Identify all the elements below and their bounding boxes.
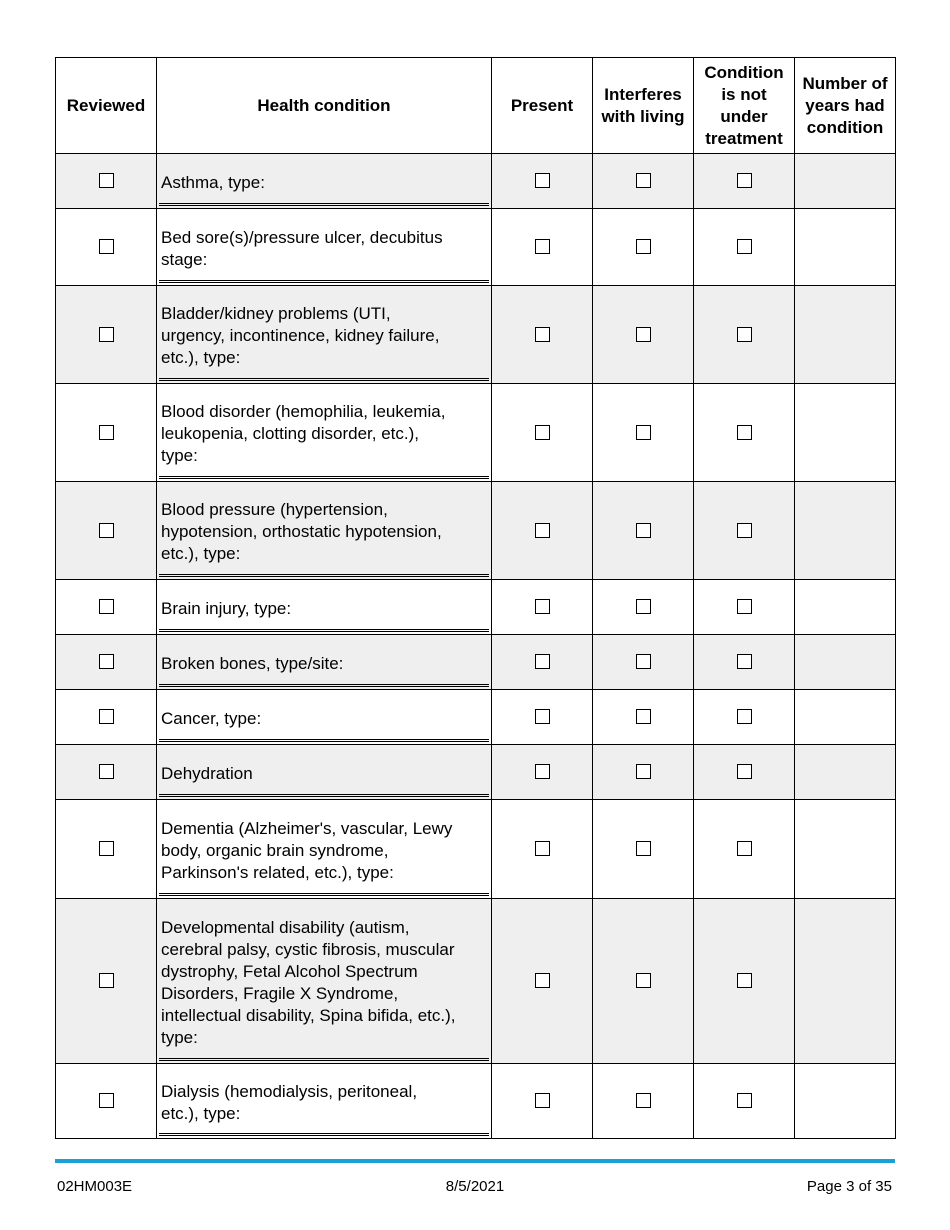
not-under-treatment-cell [694, 286, 795, 384]
years-had-condition-field[interactable] [795, 286, 896, 384]
not-under-treatment-checkbox[interactable] [737, 599, 752, 614]
health-condition-text: urgency, incontinence, kidney failure, [161, 326, 440, 345]
interferes-with-living-cell [593, 635, 694, 690]
present-cell [492, 635, 593, 690]
not-under-treatment-checkbox[interactable] [737, 173, 752, 188]
reviewed-checkbox[interactable] [99, 599, 114, 614]
header-interferes [593, 58, 694, 154]
not-under-treatment-checkbox[interactable] [737, 523, 752, 538]
interferes-with-living-checkbox[interactable] [636, 599, 651, 614]
condition-entry-line [159, 739, 489, 742]
health-condition-text: leukopenia, clotting disorder, etc.), [161, 424, 419, 443]
condition-entry-line [159, 1133, 489, 1136]
years-had-condition-field[interactable] [795, 482, 896, 580]
not-under-treatment-cell [694, 635, 795, 690]
interferes-with-living-cell [593, 580, 694, 635]
interferes-with-living-checkbox[interactable] [636, 764, 651, 779]
condition-entry-line [159, 574, 489, 577]
present-checkbox[interactable] [535, 654, 550, 669]
present-checkbox[interactable] [535, 239, 550, 254]
health-condition-text: etc.), type: [161, 348, 241, 367]
header-not-treated-line3: under [720, 106, 768, 126]
health-condition-text: etc.), type: [161, 544, 241, 563]
header-interferes-line1: Interferes [604, 84, 682, 104]
footer-date: 8/5/2021 [445, 1178, 505, 1195]
not-under-treatment-cell [694, 690, 795, 745]
health-condition-text: Broken bones, type/site: [161, 653, 344, 673]
health-conditions-table [55, 57, 896, 1139]
years-had-condition-field[interactable] [795, 209, 896, 286]
health-condition-text: Blood pressure (hypertension, [161, 500, 388, 519]
reviewed-checkbox[interactable] [99, 425, 114, 440]
present-cell [492, 154, 593, 209]
not-under-treatment-checkbox[interactable] [737, 654, 752, 669]
reviewed-checkbox[interactable] [99, 709, 114, 724]
interferes-with-living-cell [593, 286, 694, 384]
health-condition-text: Bed sore(s)/pressure ulcer, decubitus [161, 227, 443, 247]
reviewed-cell [56, 635, 157, 690]
health-condition-cell[interactable] [157, 1064, 492, 1139]
reviewed-checkbox[interactable] [99, 523, 114, 538]
health-condition-cell[interactable] [157, 800, 492, 899]
interferes-with-living-checkbox[interactable] [636, 327, 651, 342]
health-condition-label [157, 1078, 491, 1125]
table-row [56, 635, 896, 690]
health-condition-label [157, 914, 491, 1049]
years-had-condition-field[interactable] [795, 745, 896, 800]
interferes-with-living-cell [593, 899, 694, 1064]
health-condition-text: Cancer, type: [161, 708, 262, 728]
present-checkbox[interactable] [535, 425, 550, 440]
table-row [56, 800, 896, 899]
health-condition-text: hypotension, orthostatic hypotension, [161, 522, 442, 541]
condition-entry-line [159, 794, 489, 797]
present-cell [492, 384, 593, 482]
header-not-treated-line4: treatment [705, 128, 783, 148]
health-condition-text: stage: [161, 249, 208, 269]
condition-entry-line [159, 684, 489, 687]
not-under-treatment-cell [694, 580, 795, 635]
health-condition-label [157, 300, 491, 369]
health-condition-cell[interactable] [157, 384, 492, 482]
not-under-treatment-checkbox[interactable] [737, 764, 752, 779]
present-checkbox[interactable] [535, 599, 550, 614]
reviewed-checkbox[interactable] [99, 841, 114, 856]
table-row [56, 1064, 896, 1139]
present-cell [492, 1064, 593, 1139]
reviewed-checkbox[interactable] [99, 973, 114, 988]
health-condition-text: Developmental disability (autism, [161, 917, 410, 937]
present-checkbox[interactable] [535, 1093, 550, 1108]
present-cell [492, 745, 593, 800]
interferes-with-living-checkbox[interactable] [636, 1093, 651, 1108]
not-under-treatment-cell [694, 800, 795, 899]
health-condition-label [157, 650, 491, 675]
years-had-condition-field[interactable] [795, 899, 896, 1064]
present-checkbox[interactable] [535, 973, 550, 988]
interferes-with-living-cell [593, 1064, 694, 1139]
present-cell [492, 899, 593, 1064]
present-checkbox[interactable] [535, 709, 550, 724]
interferes-with-living-cell [593, 154, 694, 209]
present-checkbox[interactable] [535, 173, 550, 188]
not-under-treatment-cell [694, 899, 795, 1064]
interferes-with-living-checkbox[interactable] [636, 841, 651, 856]
reviewed-checkbox[interactable] [99, 654, 114, 669]
table-row [56, 745, 896, 800]
health-condition-label [157, 496, 491, 565]
footer-page-number: Page 3 of 35 [806, 1178, 892, 1195]
reviewed-checkbox[interactable] [99, 239, 114, 254]
footer-form-id: 02HM003E [57, 1178, 133, 1195]
present-cell [492, 482, 593, 580]
table-row [56, 154, 896, 209]
interferes-with-living-checkbox[interactable] [636, 425, 651, 440]
health-condition-text: Dementia (Alzheimer's, vascular, Lewy [161, 818, 453, 838]
health-condition-cell[interactable] [157, 635, 492, 690]
health-condition-text: Disorders, Fragile X Syndrome, [161, 983, 399, 1003]
health-condition-label [157, 169, 491, 194]
reviewed-cell [56, 482, 157, 580]
reviewed-cell [56, 286, 157, 384]
header-not-under-treatment [694, 58, 795, 154]
health-condition-cell[interactable] [157, 580, 492, 635]
reviewed-cell [56, 154, 157, 209]
condition-entry-line [159, 280, 489, 283]
interferes-with-living-cell [593, 209, 694, 286]
health-condition-text: etc.), type: [161, 1103, 241, 1123]
health-condition-text: Blood disorder (hemophilia, leukemia, [161, 402, 446, 421]
reviewed-cell [56, 384, 157, 482]
conditions-body [56, 154, 896, 1139]
present-checkbox[interactable] [535, 523, 550, 538]
reviewed-cell [56, 745, 157, 800]
health-condition-text: Brain injury, type: [161, 598, 292, 618]
not-under-treatment-checkbox[interactable] [737, 973, 752, 988]
header-health-condition-label: Health condition [257, 95, 391, 115]
table-row [56, 209, 896, 286]
reviewed-cell [56, 1064, 157, 1139]
not-under-treatment-checkbox[interactable] [737, 239, 752, 254]
condition-entry-line [159, 203, 489, 206]
table-row [56, 899, 896, 1064]
header-health-condition [157, 58, 492, 154]
reviewed-cell [56, 899, 157, 1064]
health-condition-cell[interactable] [157, 899, 492, 1064]
years-had-condition-field[interactable] [795, 580, 896, 635]
years-had-condition-field[interactable] [795, 635, 896, 690]
years-had-condition-field[interactable] [795, 384, 896, 482]
health-condition-label [157, 760, 491, 785]
header-years-line3: condition [806, 117, 884, 137]
not-under-treatment-cell [694, 482, 795, 580]
header-row [56, 58, 896, 154]
not-under-treatment-checkbox[interactable] [737, 709, 752, 724]
interferes-with-living-checkbox[interactable] [636, 709, 651, 724]
health-condition-label [157, 398, 491, 467]
table-row [56, 482, 896, 580]
not-under-treatment-cell [694, 209, 795, 286]
years-had-condition-field[interactable] [795, 690, 896, 745]
reviewed-cell [56, 580, 157, 635]
present-checkbox[interactable] [535, 327, 550, 342]
header-reviewed-label: Reviewed [66, 95, 146, 115]
present-cell [492, 800, 593, 899]
reviewed-checkbox[interactable] [99, 1093, 114, 1108]
health-condition-text: type: [161, 1027, 198, 1047]
years-had-condition-field[interactable] [795, 154, 896, 209]
header-not-treated-line2: is not [721, 84, 767, 104]
condition-entry-line [159, 378, 489, 381]
health-condition-label [157, 705, 491, 730]
interferes-with-living-checkbox[interactable] [636, 523, 651, 538]
health-condition-text: Dialysis (hemodialysis, peritoneal, [161, 1081, 418, 1101]
health-condition-text: Dehydration [161, 763, 253, 783]
reviewed-checkbox[interactable] [99, 764, 114, 779]
not-under-treatment-checkbox[interactable] [737, 425, 752, 440]
interferes-with-living-checkbox[interactable] [636, 173, 651, 188]
not-under-treatment-cell [694, 1064, 795, 1139]
present-checkbox[interactable] [535, 841, 550, 856]
health-condition-cell[interactable] [157, 209, 492, 286]
health-condition-text: intellectual disability, Spina bifida, etc.), [161, 1005, 456, 1025]
reviewed-cell [56, 690, 157, 745]
interferes-with-living-cell [593, 690, 694, 745]
not-under-treatment-checkbox[interactable] [737, 327, 752, 342]
health-condition-text: cerebral palsy, cystic fibrosis, muscular [161, 939, 455, 959]
table-row [56, 580, 896, 635]
reviewed-checkbox[interactable] [99, 173, 114, 188]
interferes-with-living-cell [593, 800, 694, 899]
header-years-line2: years had [805, 95, 885, 115]
health-condition-label [157, 224, 491, 271]
header-present [492, 58, 593, 154]
health-condition-label [157, 815, 491, 884]
interferes-with-living-checkbox[interactable] [636, 654, 651, 669]
reviewed-cell [56, 800, 157, 899]
table-row [56, 690, 896, 745]
header-interferes-line2: with living [601, 106, 685, 126]
health-condition-cell[interactable] [157, 286, 492, 384]
health-condition-text: type: [161, 446, 198, 465]
table-row [56, 286, 896, 384]
not-under-treatment-checkbox[interactable] [737, 841, 752, 856]
header-years-had-condition [795, 58, 896, 154]
reviewed-cell [56, 209, 157, 286]
years-had-condition-field[interactable] [795, 1064, 896, 1139]
health-condition-text: Asthma, type: [161, 172, 265, 192]
health-condition-label [157, 595, 491, 620]
present-checkbox[interactable] [535, 764, 550, 779]
present-cell [492, 690, 593, 745]
interferes-with-living-cell [593, 745, 694, 800]
header-years-line1: Number of [802, 73, 888, 93]
health-condition-text: body, organic brain syndrome, [161, 840, 389, 860]
condition-entry-line [159, 629, 489, 632]
years-had-condition-field[interactable] [795, 800, 896, 899]
health-condition-cell[interactable] [157, 690, 492, 745]
present-cell [492, 580, 593, 635]
interferes-with-living-cell [593, 482, 694, 580]
reviewed-checkbox[interactable] [99, 327, 114, 342]
health-condition-text: Parkinson's related, etc.), type: [161, 862, 394, 882]
condition-entry-line [159, 1058, 489, 1061]
interferes-with-living-checkbox[interactable] [636, 973, 651, 988]
interferes-with-living-cell [593, 384, 694, 482]
interferes-with-living-checkbox[interactable] [636, 239, 651, 254]
health-condition-cell[interactable] [157, 482, 492, 580]
table-row [56, 384, 896, 482]
not-under-treatment-cell [694, 154, 795, 209]
health-condition-cell[interactable] [157, 154, 492, 209]
header-reviewed [56, 58, 157, 154]
present-cell [492, 286, 593, 384]
not-under-treatment-cell [694, 745, 795, 800]
not-under-treatment-checkbox[interactable] [737, 1093, 752, 1108]
condition-entry-line [159, 893, 489, 896]
header-not-treated-line1: Condition [704, 62, 784, 82]
health-condition-text: Bladder/kidney problems (UTI, [161, 304, 391, 323]
health-condition-text: dystrophy, Fetal Alcohol Spectrum [161, 961, 418, 981]
health-condition-cell[interactable] [157, 745, 492, 800]
present-cell [492, 209, 593, 286]
not-under-treatment-cell [694, 384, 795, 482]
footer-divider [55, 1159, 895, 1163]
condition-entry-line [159, 476, 489, 479]
header-present-label: Present [510, 95, 574, 115]
